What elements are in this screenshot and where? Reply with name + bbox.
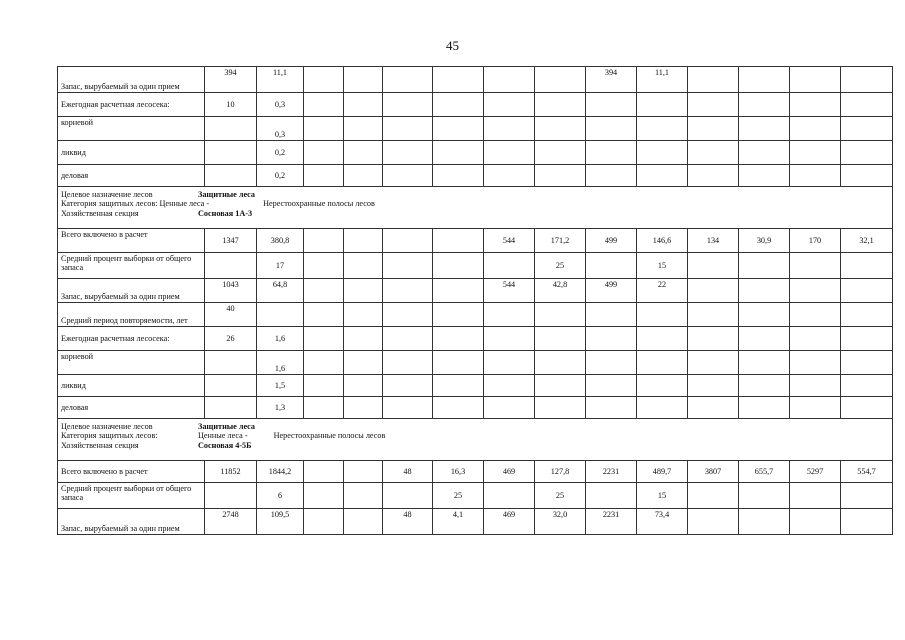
table-cell [484,327,535,351]
table-cell [304,397,344,419]
row-label: Запас, вырубаемый за один прием [58,67,205,93]
table-cell [205,351,257,375]
table-row [58,117,893,141]
table-cell [739,279,790,303]
table-cell: 6 [257,483,304,509]
table-body [58,67,893,535]
table-cell: 127,8 [535,461,586,483]
table-cell: 554,7 [841,461,893,483]
table-cell [304,141,344,165]
table-cell [841,279,893,303]
table-cell [790,303,841,327]
table-cell [790,141,841,165]
table-cell [790,509,841,535]
table-cell [637,141,688,165]
table-cell [304,279,344,303]
table-cell [739,375,790,397]
table-cell [433,279,484,303]
table-cell [739,165,790,187]
row-label: Средний процент выборки от общего запаса [58,483,205,509]
table-cell [304,509,344,535]
row-label: ликвид [58,375,205,397]
table-cell [739,303,790,327]
table-cell: 40 [205,303,257,327]
row-label: Всего включено в расчет [58,461,205,483]
table-cell [790,351,841,375]
table-cell: 0,3 [257,93,304,117]
table-cell [383,303,433,327]
table-cell: 380,8 [257,229,304,253]
table-cell [739,351,790,375]
table-cell [433,229,484,253]
section-value: Сосновая 4-5Б [198,440,252,450]
table-cell [433,397,484,419]
table-cell: 0,2 [257,165,304,187]
row-label: Запас, вырубаемый за один прием [58,509,205,535]
table-cell [586,375,637,397]
table-cell: 64,8 [257,279,304,303]
table-cell [586,165,637,187]
table-cell [383,375,433,397]
row-label: Ежегодная расчетная лесосека: [58,93,205,117]
table-cell [344,509,383,535]
table-cell: 11,1 [637,67,688,93]
table-cell [637,327,688,351]
table-cell [484,351,535,375]
table-cell [739,93,790,117]
table-cell [205,141,257,165]
table-cell: 109,5 [257,509,304,535]
table-cell [383,397,433,419]
table-cell [344,397,383,419]
table-cell [688,165,739,187]
table-cell [535,397,586,419]
table-cell: 544 [484,279,535,303]
table-cell: 0,3 [257,117,304,141]
table-cell: 0,2 [257,141,304,165]
section-value: Защитные леса [198,422,256,431]
table-cell [535,327,586,351]
table-cell [586,253,637,279]
table-cell [841,165,893,187]
table-cell: 5297 [790,461,841,483]
table-cell: 489,7 [637,461,688,483]
table-cell [205,253,257,279]
section-line [61,431,889,440]
table-cell [433,141,484,165]
table-row [58,253,893,279]
table-cell [535,117,586,141]
table-cell: 11852 [205,461,257,483]
table-cell [344,375,383,397]
table-cell [304,483,344,509]
section-key: Хозяйственная секция [61,208,139,218]
table-cell [586,397,637,419]
table-cell [383,141,433,165]
table-cell [433,351,484,375]
table-cell: 15 [637,253,688,279]
table-cell [688,351,739,375]
table-cell [433,375,484,397]
table-cell [841,397,893,419]
table-cell: 1844,2 [257,461,304,483]
table-cell: 15 [637,483,688,509]
table-row [58,397,893,419]
row-label: корневой [58,351,205,375]
table-cell [344,141,383,165]
table-cell [383,229,433,253]
table-cell [433,67,484,93]
table-row [58,67,893,93]
table-cell: 394 [586,67,637,93]
table-cell [739,397,790,419]
table-cell: 25 [433,483,484,509]
table-row [58,165,893,187]
table-cell: 1043 [205,279,257,303]
section-line [61,209,889,218]
table-cell [586,93,637,117]
table-cell [841,117,893,141]
table-cell [841,483,893,509]
table-cell [535,93,586,117]
table-cell [344,327,383,351]
table-cell [637,397,688,419]
table-cell: 32,1 [841,229,893,253]
table-cell [205,165,257,187]
table-cell: 1,6 [257,351,304,375]
table-cell [688,509,739,535]
row-label: Средний процент выборки от общего запаса [58,253,205,279]
table-cell [304,327,344,351]
table-cell: 11,1 [257,67,304,93]
row-label: деловая [58,165,205,187]
table-cell [739,509,790,535]
table-cell [739,327,790,351]
table-cell [688,375,739,397]
section-key: Категория защитных лесов: [61,431,158,441]
table-cell [790,117,841,141]
table-cell [637,351,688,375]
table-cell: 2231 [586,461,637,483]
table-cell [688,253,739,279]
table-cell [304,67,344,93]
table-row [58,483,893,509]
row-label: Запас, вырубаемый за один прием [58,279,205,303]
table-row [58,303,893,327]
table-cell [344,117,383,141]
table-row [58,509,893,535]
table-cell [484,165,535,187]
table-cell [586,351,637,375]
table-cell [205,375,257,397]
table-cell [586,117,637,141]
table-cell: 73,4 [637,509,688,535]
table-cell: 25 [535,483,586,509]
table-cell [304,351,344,375]
table-cell [304,253,344,279]
section-header-row [58,187,893,229]
table-cell [637,93,688,117]
table-cell [383,483,433,509]
table-cell [205,483,257,509]
table-cell [790,375,841,397]
table-cell [344,67,383,93]
table-cell: 4,1 [433,509,484,535]
table-cell: 170 [790,229,841,253]
table-cell [383,93,433,117]
table-cell: 42,8 [535,279,586,303]
table-cell [433,93,484,117]
table-cell [484,375,535,397]
table-cell [688,303,739,327]
table-row [58,375,893,397]
table-cell: 544 [484,229,535,253]
table-cell [790,397,841,419]
table-cell [688,93,739,117]
table-cell [433,165,484,187]
section-value: Сосновая 1А-3 [198,208,253,218]
table-cell [790,93,841,117]
table-cell [586,483,637,509]
table-cell: 16,3 [433,461,484,483]
table-cell [535,165,586,187]
table-cell [535,351,586,375]
table-cell [688,141,739,165]
row-label: ликвид [58,141,205,165]
table-cell [433,303,484,327]
page-number: 45 [446,38,459,53]
table-cell [344,483,383,509]
table-row [58,327,893,351]
table-cell [586,303,637,327]
table-cell [535,141,586,165]
table-cell [257,303,304,327]
table-cell: 655,7 [739,461,790,483]
section-value-secondary: Нерестоохранные полосы лесов [263,199,375,209]
table-cell [790,67,841,93]
table-cell: 2231 [586,509,637,535]
table-cell [637,165,688,187]
table-cell [586,327,637,351]
table-row [58,93,893,117]
section-key: Категория защитных лесов: Ценные леса - [61,199,210,209]
table-cell [841,327,893,351]
table-cell [688,67,739,93]
table-row [58,141,893,165]
table-cell [535,375,586,397]
section-header [58,419,893,461]
table-cell [433,253,484,279]
table-cell [637,117,688,141]
table-cell: 469 [484,461,535,483]
table-cell [304,375,344,397]
row-label: Средний период повторяемости, лет [58,303,205,327]
table-cell [433,117,484,141]
table-cell [383,253,433,279]
section-line [61,441,889,450]
table-cell [841,141,893,165]
row-label: Всего включено в расчет [58,229,205,253]
row-label: деловая [58,397,205,419]
table-cell: 32,0 [535,509,586,535]
table-cell [841,375,893,397]
table-cell [739,117,790,141]
table-cell [586,141,637,165]
table-cell: 17 [257,253,304,279]
table-cell [739,483,790,509]
table-cell [790,483,841,509]
table-cell [344,351,383,375]
section-header-row [58,419,893,461]
table-cell [484,483,535,509]
table-cell [739,67,790,93]
table-cell [304,229,344,253]
table-cell [790,165,841,187]
allowable-cut-table [57,66,893,535]
table-cell [484,397,535,419]
table-cell [790,327,841,351]
table-cell [688,483,739,509]
table-cell [841,67,893,93]
table-cell: 499 [586,279,637,303]
section-line [61,422,889,431]
section-line [61,199,889,208]
table-cell [535,67,586,93]
table-cell [841,253,893,279]
table-cell [484,141,535,165]
table-cell [304,303,344,327]
table-cell [739,253,790,279]
section-key: Хозяйственная секция [61,440,139,450]
table-cell: 2748 [205,509,257,535]
table-cell: 469 [484,509,535,535]
table-cell [344,229,383,253]
row-label: корневой [58,117,205,141]
table-cell [205,397,257,419]
table-cell [688,327,739,351]
table-cell [790,279,841,303]
table-cell [304,117,344,141]
row-label: Ежегодная расчетная лесосека: [58,327,205,351]
section-line [61,190,889,199]
table-cell: 1,3 [257,397,304,419]
table-cell [688,279,739,303]
table-cell [637,375,688,397]
table-cell: 30,9 [739,229,790,253]
section-value-secondary: Нерестоохранные полосы лесов [273,431,386,441]
table-cell [739,141,790,165]
table-cell [841,509,893,535]
table-cell [484,93,535,117]
table-cell [383,117,433,141]
table-cell [841,303,893,327]
table-cell: 1,5 [257,375,304,397]
table-cell: 22 [637,279,688,303]
table-cell: 3807 [688,461,739,483]
table-cell [484,303,535,327]
table-row [58,461,893,483]
table-cell [344,461,383,483]
table-cell: 1,6 [257,327,304,351]
table-cell [433,327,484,351]
table-cell: 171,2 [535,229,586,253]
table-cell: 10 [205,93,257,117]
table-cell: 146,6 [637,229,688,253]
table-cell: 25 [535,253,586,279]
table-cell [344,253,383,279]
table-cell [484,67,535,93]
table-cell [535,303,586,327]
section-key: Целевое назначение лесов [61,190,153,199]
table-cell: 134 [688,229,739,253]
table-cell [344,279,383,303]
table-cell: 394 [205,67,257,93]
table-cell: 48 [383,509,433,535]
table-cell: 1347 [205,229,257,253]
section-value: Защитные леса [198,190,256,199]
table-cell [637,303,688,327]
table-cell [790,253,841,279]
table-cell [484,253,535,279]
section-key: Целевое назначение лесов [61,422,153,431]
table-row [58,351,893,375]
table-cell [383,165,433,187]
section-value: Ценные леса - [198,431,248,441]
table-cell [383,279,433,303]
table-row [58,279,893,303]
table-cell [304,165,344,187]
table-cell [383,327,433,351]
table-cell [344,93,383,117]
table-row [58,229,893,253]
table-cell [841,351,893,375]
table-cell [841,93,893,117]
table-cell [304,461,344,483]
table-cell [304,93,344,117]
table-cell [383,351,433,375]
table-cell [383,67,433,93]
table-cell: 26 [205,327,257,351]
table-cell [344,303,383,327]
table-cell [688,117,739,141]
section-header [58,187,893,229]
table-cell [688,397,739,419]
table-cell [205,117,257,141]
table-cell: 499 [586,229,637,253]
table-cell: 48 [383,461,433,483]
table-cell [344,165,383,187]
table-cell [484,117,535,141]
